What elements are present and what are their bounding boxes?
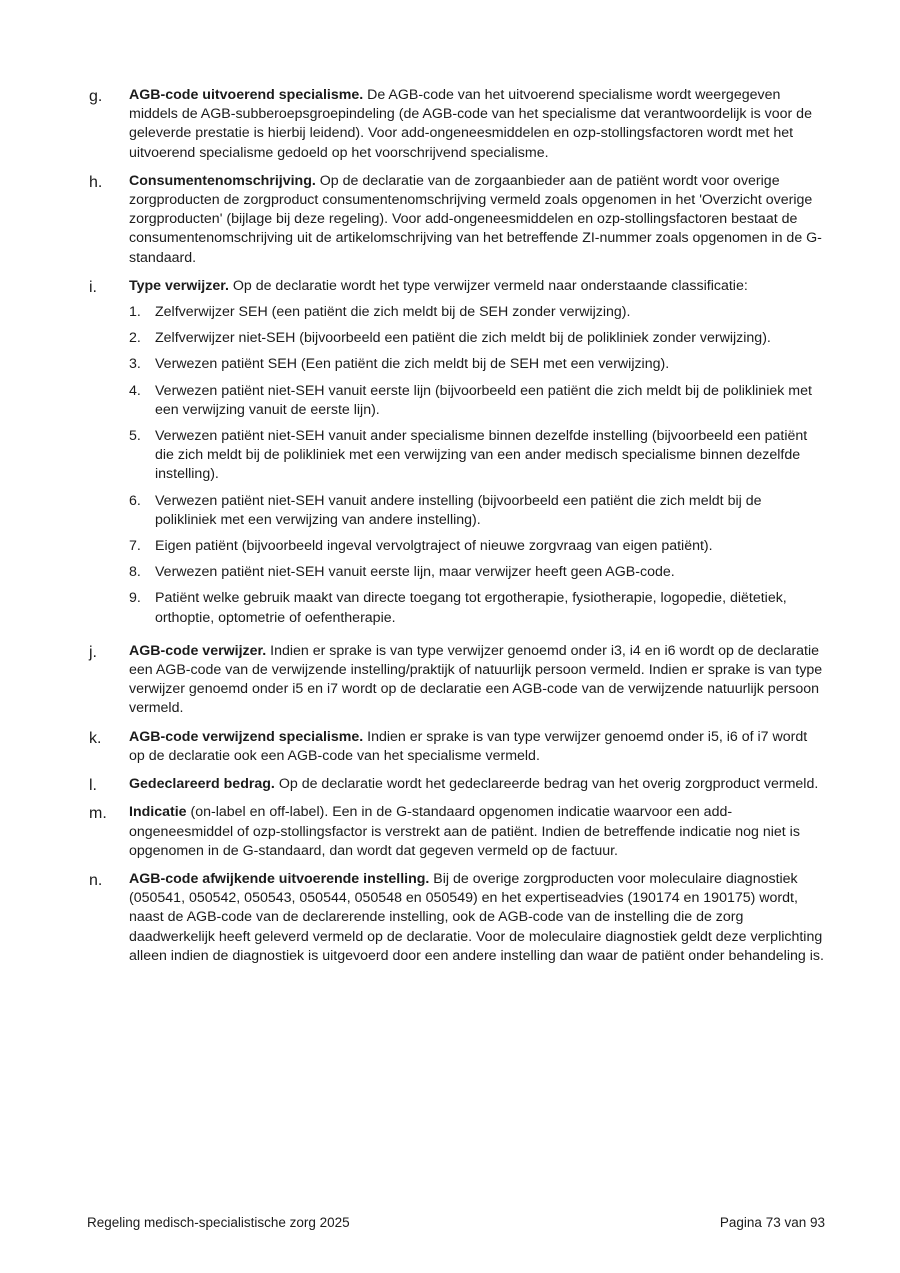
- item-body: (on-label en off-label). Een in de G-standaard opgenomen indicatie waarvoor een add-ongeneesmiddel of ozp-stollingsfactor is verstrekt aan de patiënt. Indien de betreffende indicatie nog niet is opgenomen in de G-standaard, dan wordt dat gegeven vermeld op de factuur.: [129, 804, 800, 859]
- sublist-text: Verwezen patiënt niet-SEH vanuit eerste lijn, maar verwijzer heeft geen AGB-code.: [155, 564, 675, 581]
- sublist-text: Verwezen patiënt niet-SEH vanuit ander specialisme binnen dezelfde instelling (bijvoorbeeld een patiënt die zich meldt bij de polikliniek met een verwijzing van een ander medisch specialisme binnen dezelfde instelling).: [155, 428, 808, 483]
- list-item-g: [89, 86, 824, 163]
- item-title: Consumentenomschrijving.: [129, 172, 316, 189]
- item-body: Op de declaratie wordt het type verwijzer vermeld naar onderstaande classificatie:: [228, 277, 748, 294]
- list-item-text: [129, 803, 824, 861]
- list-marker: k.: [89, 729, 102, 747]
- item-title: AGB-code verwijzer.: [129, 642, 267, 659]
- item-title: AGB-code afwijkende uitvoerende instelling.: [129, 870, 430, 887]
- sublist-number: 8.: [129, 564, 141, 581]
- item-body: Op de declaratie wordt het gedeclareerde bedrag van het overig zorgproduct vermeld.: [274, 776, 819, 793]
- footer-document-title: Regeling medisch-specialistische zorg 2025: [87, 1215, 350, 1230]
- list-item-text: [129, 728, 824, 766]
- list-item-text: [129, 172, 824, 268]
- sublist-number: 2.: [129, 330, 141, 347]
- item-title: AGB-code verwijzend specialisme.: [129, 728, 364, 745]
- sublist-number: 5.: [129, 428, 141, 445]
- sublist-item: [129, 589, 824, 627]
- list-item-text: [129, 775, 824, 794]
- list-item-text: [129, 277, 824, 296]
- list-marker: n.: [89, 871, 103, 889]
- sublist-item: [129, 537, 824, 556]
- list-item-i: [89, 277, 824, 628]
- list-marker: j.: [89, 643, 97, 661]
- sublist-number: 9.: [129, 590, 141, 607]
- sublist-text: Zelfverwijzer SEH (een patiënt die zich meldt bij de SEH zonder verwijzing).: [155, 304, 631, 321]
- list-item-text: [129, 870, 824, 966]
- list-item-n: [89, 870, 824, 966]
- item-title: Type verwijzer.: [129, 277, 229, 294]
- sublist-text: Zelfverwijzer niet-SEH (bijvoorbeeld een patiënt die zich meldt bij de polikliniek zonder verwijzing).: [155, 330, 771, 347]
- list-marker: m.: [89, 805, 107, 823]
- sublist-text: Verwezen patiënt niet-SEH vanuit andere instelling (bijvoorbeeld een patiënt die zich meldt bij de polikliniek met een verwijzing van andere instelling).: [155, 492, 762, 528]
- sublist-item: [129, 303, 824, 322]
- sublist-item: [129, 329, 824, 348]
- item-title: AGB-code uitvoerend specialisme.: [129, 87, 364, 103]
- sublist-number: 4.: [129, 382, 141, 399]
- list-item-j: [89, 642, 824, 719]
- sublist-number: 6.: [129, 492, 141, 509]
- list-item-l: [89, 775, 824, 794]
- item-body: De AGB-code van het uitvoerend specialisme wordt weergegeven middels de AGB-subberoepsgroepindeling (de AGB-code van het specialisme dat verantwoordelijk is voor de geleverde prestatie is hierbij leidend). Voor add-ongeneesmiddelen en ozp-stollingsfactoren wordt met het uitvoerend specialisme gedoeld op het voorschrijvend specialisme.: [129, 87, 812, 161]
- item-body: Bij de overige zorgproducten voor moleculaire diagnostiek (050541, 050542, 050543, 050544, 050548 en 050549) en het expertiseadvies (190174 en 190175) wordt, naast de AGB-code van de declarerende instelling, ook de AGB-code van de instelling die de zorg daadwerkelijk heeft geleverd vermeld op de declaratie. Voor de moleculaire diagnostiek geldt deze verplichting alleen indien de diagnostiek is uitgevoerd door een andere instelling dan waar de patiënt onder behandeling is.: [129, 870, 824, 964]
- sublist-text: Eigen patiënt (bijvoorbeeld ingeval vervolgtraject of nieuwe zorgvraag van eigen patiënt).: [155, 538, 713, 555]
- list-marker: l.: [89, 777, 97, 795]
- item-body: Indien er sprake is van type verwijzer genoemd onder i5, i6 of i7 wordt op de declaratie ook een AGB-code van het specialisme vermeld.: [129, 728, 808, 764]
- list-item-m: [89, 803, 824, 861]
- page-footer: [87, 1213, 825, 1232]
- sublist-item: [129, 427, 824, 485]
- item-title: Indicatie: [129, 804, 187, 821]
- sublist-text: Patiënt welke gebruik maakt van directe toegang tot ergotherapie, fysiotherapie, logopedie, diëtetiek, orthoptie, optometrie of oefentherapie.: [155, 590, 787, 626]
- list-marker: g.: [89, 88, 103, 105]
- list-item-text: [129, 642, 824, 719]
- list-item-k: [89, 728, 824, 766]
- list-marker: h.: [89, 173, 103, 191]
- sublist-number: 7.: [129, 538, 141, 555]
- sublist-item: [129, 355, 824, 374]
- sublist-text: Verwezen patiënt niet-SEH vanuit eerste lijn (bijvoorbeeld een patiënt die zich meldt bij de polikliniek met een verwijzing vanuit de eerste lijn).: [155, 382, 812, 418]
- numbered-sublist: [129, 303, 824, 628]
- sublist-number: 1.: [129, 304, 141, 321]
- sublist-item: [129, 492, 824, 530]
- list-item-h: [89, 172, 824, 268]
- item-body: Op de declaratie van de zorgaanbieder aan de patiënt wordt voor overige zorgproducten de zorgproduct consumentenomschrijving vermeld zoals opgenomen in het 'Overzicht overige zorgproducten' (bijlage bij deze regeling). Voor add-ongeneesmiddelen en ozp-stollingsfactoren bestaat de consumentenomschrijving uit de artikelomschrijving van het betreffende ZI-nummer zoals opgenomen in de G-standaard.: [129, 172, 822, 266]
- footer-page-number: Pagina 73 van 93: [719, 1215, 825, 1230]
- sublist-number: 3.: [129, 356, 141, 373]
- item-title: Gedeclareerd bedrag.: [129, 776, 275, 793]
- list-item-text: [129, 86, 824, 163]
- sublist-text: Verwezen patiënt SEH (Een patiënt die zich meldt bij de SEH met een verwijzing).: [155, 356, 670, 373]
- sublist-item: [129, 563, 824, 582]
- lettered-list: [89, 86, 824, 975]
- list-marker: i.: [89, 278, 97, 296]
- sublist-item: [129, 382, 824, 420]
- item-body: Indien er sprake is van type verwijzer genoemd onder i3, i4 en i6 wordt op de declaratie een AGB-code van de verwijzende instelling/praktijk of natuurlijk persoon vermeld. Indien er sprake is van type verwijzer genoemd onder i5 en i7 wordt op de declaratie een AGB-code van de verwijzende natuurlijk persoon vermeld.: [129, 642, 823, 717]
